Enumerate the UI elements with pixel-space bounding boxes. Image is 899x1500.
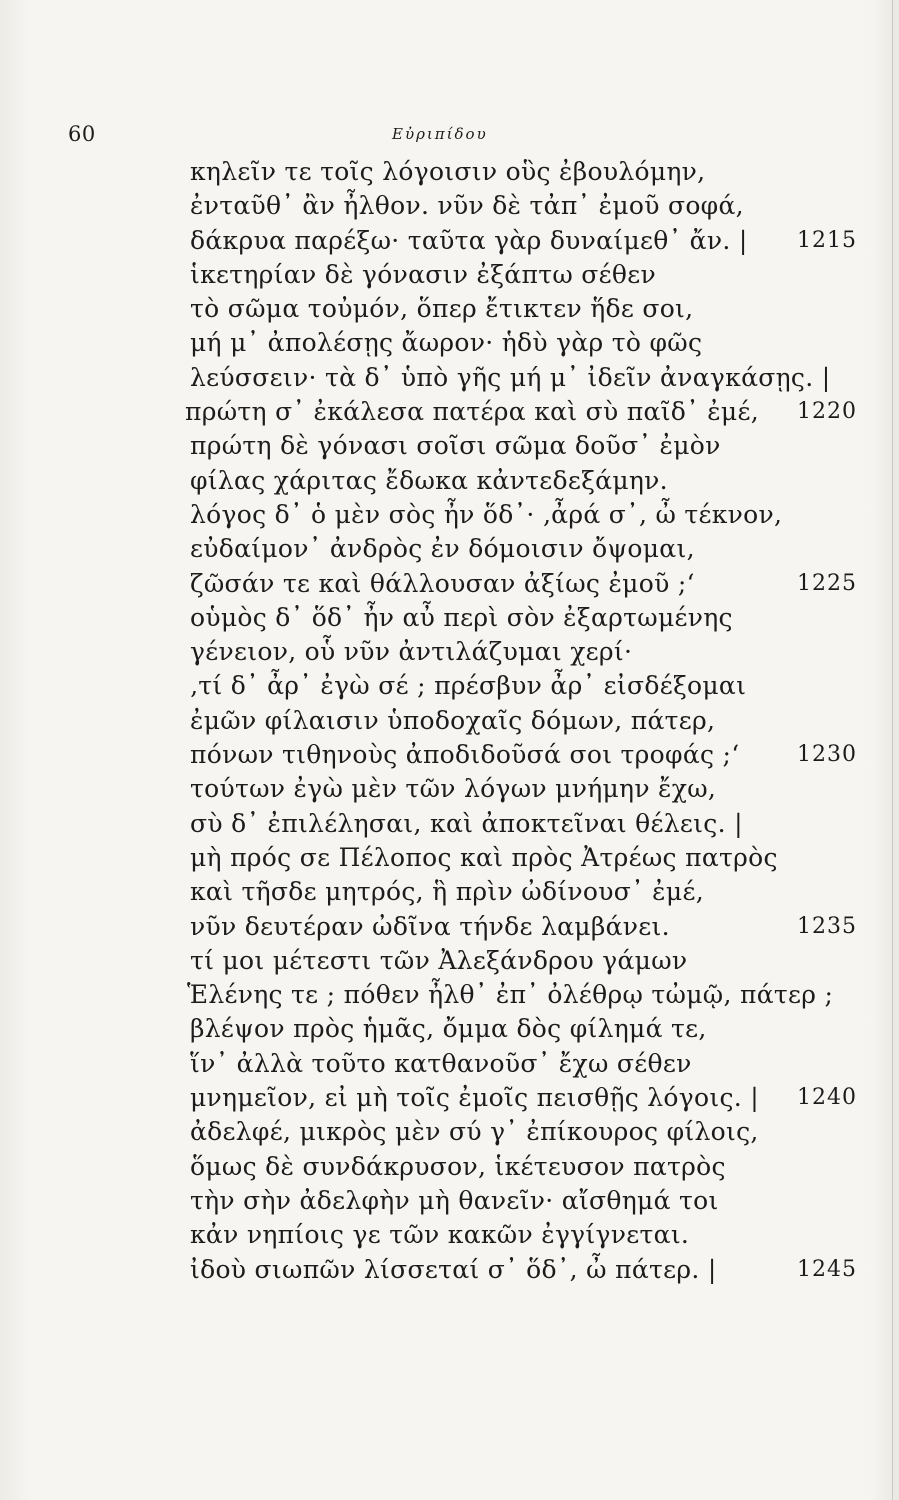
verse-line [0,464,899,498]
verse-text: πόνων τιθηνοὺς ἀποδιδοῦσά σοι τροφάς ;‘ [190,740,740,770]
line-number: 1215 [797,227,857,253]
verse-line [0,807,899,841]
verse-text: λεύσσειν· τὰ δ᾽ ὑπὸ γῆς μή μ᾽ ἰδεῖν ἀναγκάσῃς. | [190,362,831,392]
verse-text: ὅμως δὲ συνδάκρυσον, ἱκέτευσον πατρὸς [190,1151,726,1181]
verse-line [0,567,899,601]
verse-line [0,429,899,463]
verse-line [0,875,899,909]
verse-text: ἵν᾽ ἀλλὰ τοῦτο κατθανοῦσ᾽ ἔχω σέθεν [190,1048,692,1078]
verse-text: ἱκετηρίαν δὲ γόνασιν ἐξάπτω σέθεν [190,259,656,289]
verse-line [0,738,899,772]
verse-text: δάκρυα παρέξω· ταῦτα γὰρ δυναίμεθ᾽ ἄν. | [190,225,748,255]
verse-line [0,532,899,566]
verse-line [0,498,899,532]
verse-text: τὸ σῶμα τοὐμόν, ὅπερ ἔτικτεν ἥδε σοι, [190,294,694,324]
verse-text: τὴν σὴν ἀδελφὴν μὴ θανεῖν· αἴσθημά τοι [190,1185,719,1215]
verse-line [0,224,899,258]
verse-line [0,704,899,738]
verse-text: μὴ πρός σε Πέλοπος καὶ πρὸς Ἀτρέως πατρὸς [190,842,778,872]
verse-line [0,635,899,669]
verse-line [0,155,899,189]
verse-text: ζῶσάν τε καὶ θάλλουσαν ἀξίως ἐμοῦ ;‘ [190,568,695,598]
verse-text: πρώτη σ᾽ ἐκάλεσα πατέρα καὶ σὺ παῖδ᾽ ἐμέ, [185,397,759,427]
verse-line [0,1047,899,1081]
verse-text: ἀδελφέ, μικρὸς μὲν σύ γ᾽ ἐπίκουρος φίλοις, [190,1117,759,1147]
line-number: 1230 [797,742,857,768]
verse-text: φίλας χάριτας ἔδωκα κἀντεδεξάμην. [190,465,668,495]
verse-line [0,1218,899,1252]
line-number: 1225 [797,570,857,596]
verse-text: καὶ τῆσδε μητρός, ἣ πρὶν ὠδίνουσ᾽ ἐμέ, [190,877,704,907]
verse-text: εὐδαίμον᾽ ἀνδρὸς ἐν δόμοισιν ὄψομαι, [190,534,695,564]
verse-line [0,978,899,1012]
page-number: 60 [68,122,96,146]
line-number: 1245 [797,1256,857,1282]
verse-text: λόγος δ᾽ ὁ μὲν σὸς ἦν ὅδ᾽· ‚ἆρά σ᾽, ὦ τέκνον, [190,499,783,529]
line-number: 1235 [797,913,857,939]
verse-text: ἐμῶν φίλαισιν ὑποδοχαῖς δόμων, πάτερ, [190,705,716,735]
verse-line [0,1150,899,1184]
verse-text: κηλεῖν τε τοῖς λόγοισιν οὓς ἐβουλόμην, [190,157,706,186]
verse-line [0,326,899,360]
verse-line [0,772,899,806]
verse-text: κἀν νηπίοις γε τῶν κακῶν ἐγγίγνεται. [190,1220,690,1250]
verse-text: βλέψον πρὸς ἡμᾶς, ὄμμα δὸς φίλημά τε, [190,1014,707,1044]
running-head [0,120,899,148]
verse-text: μή μ᾽ ἀπολέσῃς ἄωρον· ἡδὺ γὰρ τὸ φῶς [190,328,703,358]
verse-text: τούτων ἐγὼ μὲν τῶν λόγων μνήμην ἔχω, [190,774,717,804]
verse-line [0,1012,899,1046]
verse-line [0,1081,899,1115]
verse-line [0,292,899,326]
verse-line [0,841,899,875]
verse-line [0,944,899,978]
verse-text: γένειον, οὗ νῦν ἀντιλάζυμαι χερί· [190,637,633,667]
verse-line [0,395,899,429]
verse-line [0,669,899,703]
verse-line [0,601,899,635]
verse-text: Ἑλένης τε ; πόθεν ἦλθ᾽ ἐπ᾽ ὀλέθρῳ τὠμῷ, πάτερ ; [187,980,834,1010]
verse-text: μνημεῖον, εἰ μὴ τοῖς ἐμοῖς πεισθῇς λόγοις. | [190,1083,759,1113]
verse-text: ‚τί δ᾽ ἆρ᾽ ἐγὼ σέ ; πρέσβυν ἆρ᾽ εἰσδέξομαι [190,671,747,701]
verse-line [0,1184,899,1218]
verse-text: σὺ δ᾽ ἐπιλέλησαι, καὶ ἀποκτεῖναι θέλεις. | [190,808,743,838]
line-number: 1220 [797,399,857,425]
verse-text: νῦν δευτέραν ὠδῖνα τήνδε λαμβάνει. [190,911,670,941]
verse-text: οὑμὸς δ᾽ ὅδ᾽ ἦν αὖ περὶ σὸν ἐξαρτωμένης [190,602,733,632]
verse-block [0,155,899,1287]
verse-line [0,1115,899,1149]
verse-text: τί μοι μέτεστι τῶν Ἀλεξάνδρου γάμων [190,945,688,975]
verse-text: πρώτη δὲ γόνασι σοῖσι σῶμα δοῦσ᾽ ἐμὸν [190,431,721,461]
verse-text: ἐνταῦθ᾽ ἂν ἦλθον. νῦν δὲ τἀπ᾽ ἐμοῦ σοφά, [190,191,744,221]
verse-line [0,258,899,292]
running-title: Εὐριπίδου [392,125,488,143]
verse-line [0,189,899,223]
verse-line [0,910,899,944]
verse-text: ἰδοὺ σιωπῶν λίσσεταί σ᾽ ὅδ᾽, ὦ πάτερ. | [190,1254,717,1284]
verse-line [0,1253,899,1287]
line-number: 1240 [797,1085,857,1111]
verse-line [0,361,899,395]
